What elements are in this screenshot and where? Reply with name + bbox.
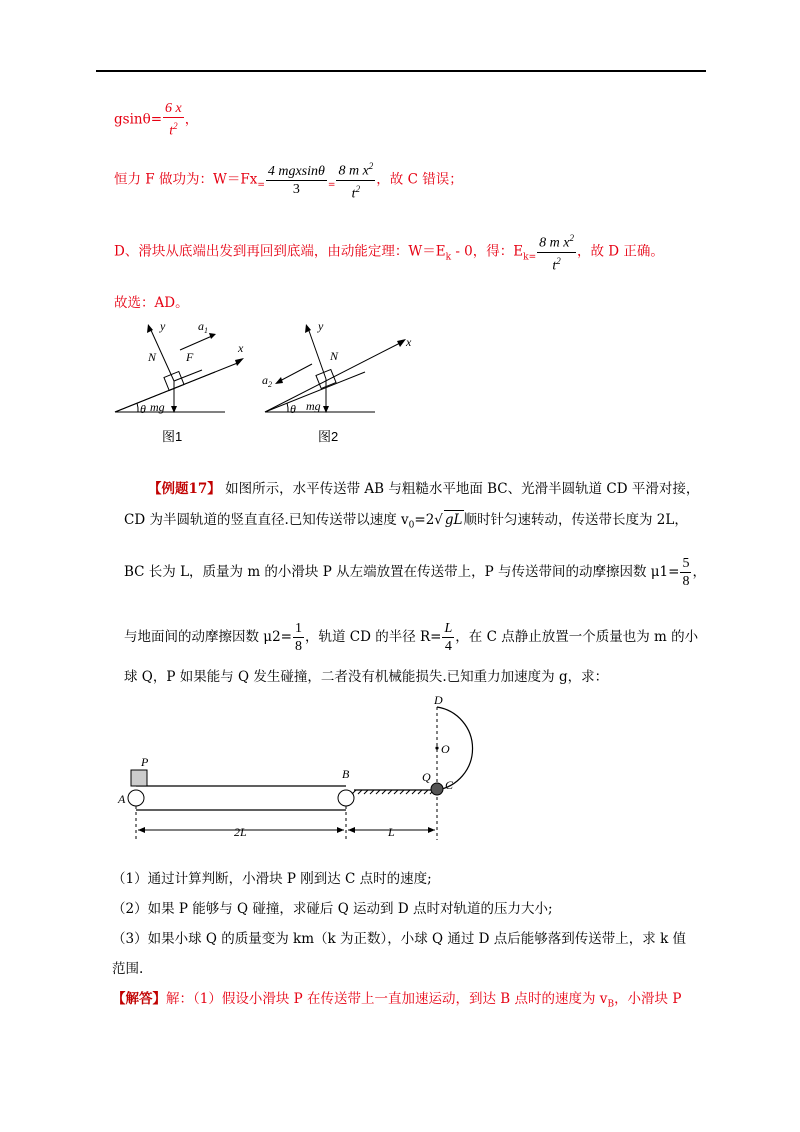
text: 恒力 F 做功为：W＝Fx xyxy=(114,171,258,188)
answer-text: 解：（1）假设小滑块 P 在传送带上一直加速运动，到达 B 点时的速度为 v xyxy=(166,991,608,1007)
dim-arrow xyxy=(428,827,435,833)
denominator: t xyxy=(351,186,356,202)
label-f: F xyxy=(186,350,194,364)
exponent: 2 xyxy=(556,255,561,266)
dim-arrow xyxy=(337,827,344,833)
text: D、滑块从底端出发到再回到底端，由动能定理：W＝E xyxy=(114,243,446,260)
caption-fig2: 图2 xyxy=(318,429,339,444)
text: ，轨道 CD 的半径 R= xyxy=(304,629,442,645)
acceleration-arrow xyxy=(275,377,283,384)
fraction-result xyxy=(336,158,375,202)
text: - 0，得：E xyxy=(451,243,524,260)
fraction-mu2 xyxy=(293,620,304,655)
example-line-5: 球 Q，P 如果能与 Q 发生碰撞，二者没有机械能损失.已知重力加速度为 g，求： xyxy=(124,669,609,685)
example-line-2: CD 为半圆轨道的竖直直径.已知传送带以速度 $v_0=2√$ gL顺时针匀速转动，传送带长度为 2L， xyxy=(124,512,688,531)
question-3: （3）如果小球 Q 的质量变为 km（k 为正数），小球 Q 通过 D 点后能够落到传送带上，求 k 值 xyxy=(112,931,687,947)
text: CD 为半圆轨道的竖直直径.已知传送带以速度 v xyxy=(124,512,409,528)
denominator: 8 xyxy=(294,639,302,654)
x-arrow xyxy=(397,339,406,347)
label-a1 xyxy=(198,319,208,335)
denominator: 8 xyxy=(682,574,690,589)
exponent: 2 xyxy=(569,233,574,243)
numerator: L xyxy=(444,621,453,636)
example-line-1 xyxy=(148,480,699,498)
dim-arrow xyxy=(348,827,355,833)
example-line-4 xyxy=(124,620,698,655)
pulley-b xyxy=(338,790,354,806)
label-mg: mg xyxy=(306,399,321,413)
solution-line-1 xyxy=(114,100,198,140)
caption-fig1: 图1 xyxy=(162,429,183,444)
denominator: t xyxy=(169,123,174,139)
exponent: 2 xyxy=(173,121,178,131)
equals: = xyxy=(327,180,336,191)
example-line-3 xyxy=(124,555,706,590)
solution-line-2 xyxy=(114,158,463,202)
text: ，故 D 正确。 xyxy=(576,243,664,260)
solution-line-4: 故选：AD。 xyxy=(114,295,189,311)
denominator: t xyxy=(552,258,557,274)
subscript: B xyxy=(607,999,615,1010)
label-a1-base: a xyxy=(198,319,204,333)
fraction-work xyxy=(266,163,327,198)
text: 与地面间的动摩擦因数 μ2= xyxy=(124,629,292,645)
y-axis xyxy=(308,328,326,379)
denominator: 4 xyxy=(444,639,452,654)
label-a: A xyxy=(118,792,126,806)
label-c: C xyxy=(445,778,454,792)
label-2l: 2L xyxy=(234,825,247,839)
acceleration-vector xyxy=(180,336,212,350)
acceleration-arrow xyxy=(209,333,216,339)
equals: = xyxy=(257,180,265,191)
slider-p xyxy=(131,770,147,786)
subscript: k xyxy=(523,252,529,263)
numerator: 8 m x xyxy=(338,163,369,179)
subscript: 0 xyxy=(408,520,415,531)
solution-line-3 xyxy=(114,230,664,274)
label-y: y xyxy=(318,319,324,333)
subscript: k xyxy=(445,252,452,263)
label-x: x xyxy=(406,335,412,349)
text: gsinθ= xyxy=(114,111,163,128)
angle-arc xyxy=(287,403,288,412)
label-o: O xyxy=(441,742,450,756)
exponent: 2 xyxy=(368,161,374,171)
top-rule xyxy=(96,70,706,72)
fraction-radius xyxy=(442,620,454,655)
label-a2-sub: 2 xyxy=(268,380,272,389)
exponent: 2 xyxy=(355,183,361,194)
text: 顺时针匀速转动，传送带长度为 2L， xyxy=(463,512,688,528)
text: ，在 C 点静止放置一个质量也为 m 的小 xyxy=(455,629,699,645)
text: ， xyxy=(692,564,706,580)
angle-arc xyxy=(137,403,138,412)
label-n: N xyxy=(330,349,339,363)
label-p: P xyxy=(141,755,149,769)
label-a1-sub: 1 xyxy=(204,326,208,335)
label-l: L xyxy=(388,825,395,839)
label-y: y xyxy=(160,319,166,333)
label-d: D xyxy=(434,693,443,707)
numerator: 8 m x xyxy=(539,235,570,251)
conveyor-diagram xyxy=(110,690,530,850)
numerator: 4 mgxsinθ xyxy=(267,163,325,179)
label-q: Q xyxy=(422,770,431,784)
fraction-ek xyxy=(537,230,576,274)
text: BC 长为 L，质量为 m 的小滑块 P 从左端放置在传送带上，P 与传送带间的动摩擦因数 μ1= xyxy=(124,564,680,580)
equals: = xyxy=(528,252,537,263)
label-n: N xyxy=(148,350,157,364)
question-1: （1）通过计算判断，小滑块 P 刚到达 C 点时的速度; xyxy=(112,871,432,887)
force-diagram-2 xyxy=(260,316,420,446)
question-3-cont: 范围. xyxy=(112,961,144,977)
label-mg: mg xyxy=(150,400,165,414)
label-theta: θ xyxy=(140,402,146,416)
fraction xyxy=(163,100,184,140)
label-x: x xyxy=(238,341,244,355)
label-a2-base: a xyxy=(262,373,268,387)
denominator: 3 xyxy=(292,181,300,197)
answer-text: ，小滑块 P xyxy=(614,991,682,1007)
ball-q xyxy=(431,783,443,795)
label-a2 xyxy=(262,373,272,389)
sqrt-content: gL xyxy=(444,512,463,528)
question-2: （2）如果 P 能够与 Q 碰撞，求碰后 Q 运动到 D 点时对轨道的压力大小; xyxy=(112,901,553,917)
example-tag: 【例题17】 xyxy=(148,481,221,497)
force-diagram-1 xyxy=(110,316,244,446)
numerator: 5 xyxy=(682,556,690,571)
text: ， xyxy=(184,111,199,128)
numerator: 1 xyxy=(294,621,302,636)
dim-arrow xyxy=(138,827,145,833)
answer-tag: 【解答】 xyxy=(112,991,166,1007)
center-o xyxy=(435,746,438,749)
text: =2 xyxy=(414,512,435,528)
numerator: 6 x xyxy=(165,101,182,116)
y-arrow xyxy=(305,324,311,333)
acceleration-vector xyxy=(278,364,312,382)
answer-line xyxy=(112,990,681,1014)
x-arrow xyxy=(235,358,244,366)
label-theta: θ xyxy=(290,402,296,416)
text: 如图所示，水平传送带 AB 与粗糙水平地面 BC、光滑半圆轨道 CD 平滑对接， xyxy=(220,481,700,497)
fraction-mu1 xyxy=(680,555,691,590)
text: ，故 C 错误； xyxy=(376,171,463,188)
label-b: B xyxy=(342,767,350,781)
pulley-a xyxy=(128,790,144,806)
